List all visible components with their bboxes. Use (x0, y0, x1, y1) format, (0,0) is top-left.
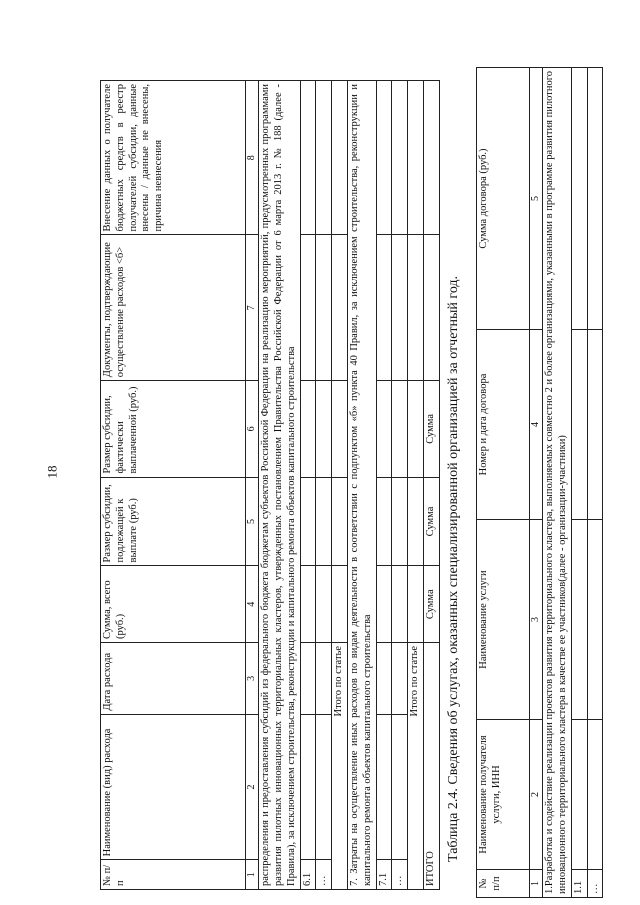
section-6-row (259, 81, 300, 890)
header-cell: Сумма договора (руб.) (477, 68, 530, 330)
row-id: 7.1 (376, 860, 392, 890)
section-1-row (543, 68, 572, 898)
section-7-row (347, 81, 376, 890)
header-cell: № п/п (101, 860, 246, 890)
services-table (476, 68, 603, 898)
table-row (316, 81, 332, 890)
column-number-row (530, 68, 543, 898)
col-num: 2 (246, 714, 259, 860)
header-cell: Наименование получателя услуги, ИНН (477, 720, 530, 870)
header-cell: № п/п (477, 870, 530, 898)
table-row (376, 81, 392, 890)
page-number: 18 (44, 465, 60, 479)
col-num: 5 (530, 68, 543, 330)
col-num: 3 (246, 643, 259, 715)
total-label: ИТОГО (423, 643, 439, 890)
table-row (587, 68, 603, 898)
header-cell: Наименование (вид) расхода (101, 714, 246, 860)
total-sum-label: Сумма (423, 477, 439, 566)
col-num: 4 (246, 566, 259, 643)
header-cell: Наименование услуги (477, 520, 530, 720)
total-row (423, 81, 439, 890)
col-num: 2 (530, 720, 543, 870)
subtotal-row (408, 81, 424, 890)
col-num: 5 (246, 477, 259, 566)
total-sum-label: Сумма (423, 566, 439, 643)
subtotal-row (332, 81, 348, 890)
header-row (101, 81, 246, 890)
header-cell: Документы, подтверждающие осуществление расходов <б> (101, 235, 246, 381)
row-dots: … (392, 860, 408, 890)
section-7-text: 7. Затраты на осуществление иных расходов по видам деятельности в соответствии с подпунктом «б» пункта 40 Правил, за исключением строительства, реконструкции и капитального ремонта объектов капитального строительства (347, 81, 376, 890)
col-num: 3 (530, 520, 543, 720)
header-row (477, 68, 530, 898)
subtotal-label: Итого по статье (332, 643, 348, 890)
section-1-text: 1.Разработка и содействие реализации проектов развития территориального кластера, выполняемых совместно 2 и более организациями, указанными в программе развития пилотного инновационного территориального кластера в качестве ее участников(далее - организации-участники) (543, 68, 572, 898)
col-num: 1 (530, 870, 543, 898)
section-6-text: распределения и предоставления субсидий из федерального бюджета бюджетам субъектов Российской Федерации на реализацию мероприятий, предусмотренных программами развития пилотных инновационных территориальных кластеров, утвержденных постановлением Правительства Российской Федерации от 6 марта 2013 г. № 188 (далее - Правила), за исключением строительства, реконструкции и капитального ремонта объектов капитального строительства (259, 81, 300, 890)
row-id: 1.1 (571, 870, 587, 898)
header-cell: Размер субсидии, фактически выплаченной (руб.) (101, 381, 246, 477)
header-cell: Сумма, всего (руб.) (101, 566, 246, 643)
table-row (300, 81, 316, 890)
col-num: 6 (246, 381, 259, 477)
table-caption: Таблица 2.4. Сведения об услугах, оказанных специализированной организацией за отчетный год. (446, 275, 461, 862)
header-cell: Размер субсидии, подлежащей к выплате (руб.) (101, 477, 246, 566)
header-cell: Номер и дата договора (477, 330, 530, 520)
subtotal-label: Итого по статье (408, 643, 424, 890)
col-num: 7 (246, 235, 259, 381)
expenses-table (100, 80, 440, 890)
total-sum-label: Сумма (423, 381, 439, 477)
header-cell: Внесение данных о получателе бюджетных средств в реестр получателей субсидии, данные внесены / данные не внесены, причина невнесения (101, 81, 246, 235)
row-dots: … (316, 860, 332, 890)
table-row (571, 68, 587, 898)
table-row (392, 81, 408, 890)
col-num: 8 (246, 81, 259, 235)
column-number-row (246, 81, 259, 890)
row-dots: … (587, 870, 603, 898)
header-cell: Дата расхода (101, 643, 246, 715)
col-num: 1 (246, 860, 259, 890)
row-id: 6.1 (300, 860, 316, 890)
col-num: 4 (530, 330, 543, 520)
